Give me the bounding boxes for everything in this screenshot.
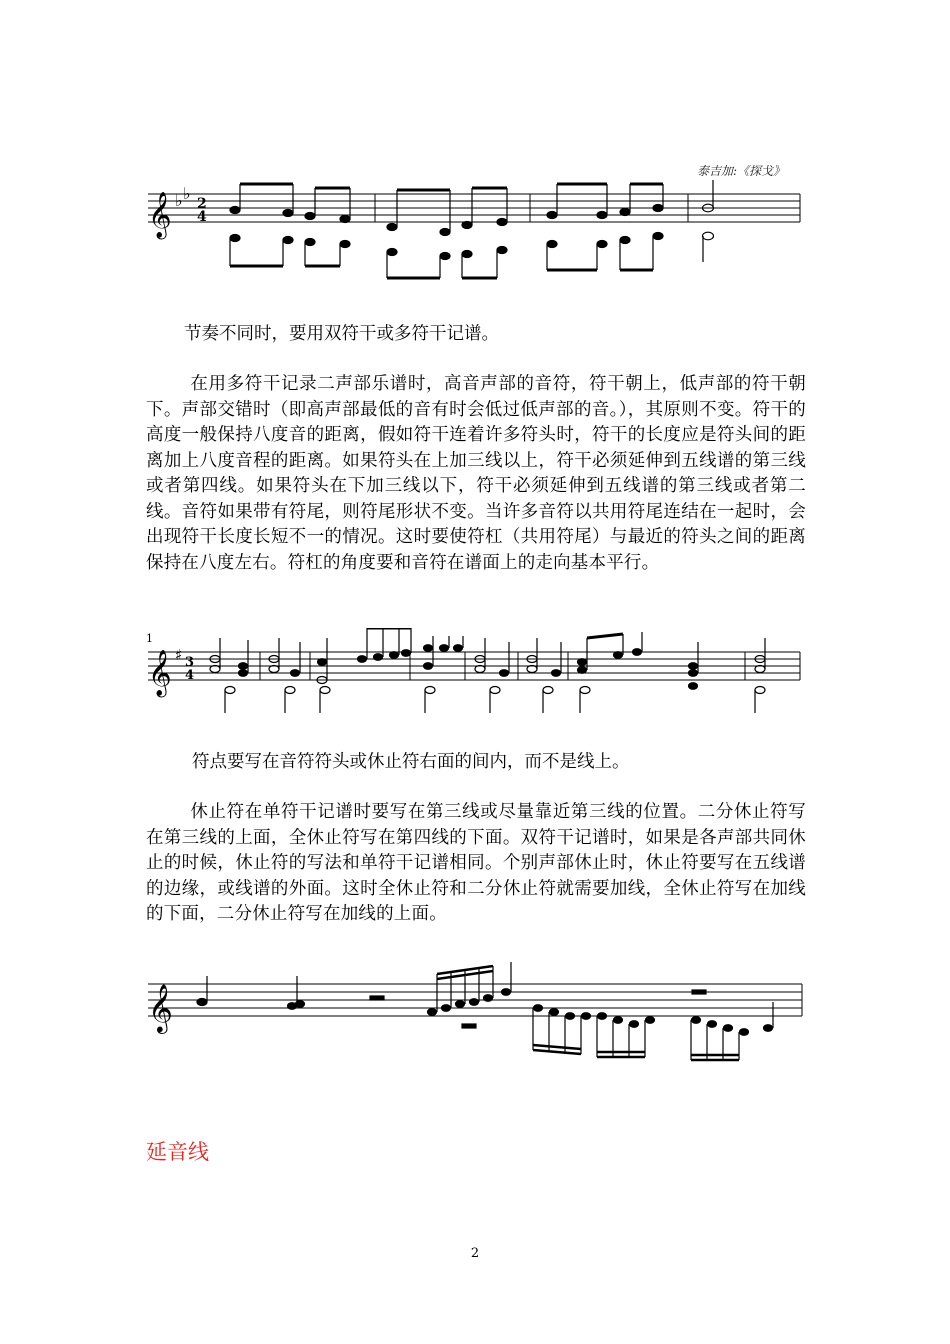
caption-2: 符点要写在音符符头或休止符右面的间内，而不是线上。	[192, 752, 630, 772]
caption-1: 节奏不同时，要用双符干或多符干记谱。	[184, 324, 499, 344]
music-score-2	[140, 628, 810, 718]
section-heading: 延音线	[146, 1140, 209, 1164]
music-score-1	[140, 170, 810, 290]
paragraph-2: 休止符在单符干记谱时要写在第三线或尽量靠近第三线的位置。二分休止符写在第三线的上面，全休止符写在第四线的下面。双符干记谱时，如果是各声部共同休止的时候，休止符的写法和单符干记谱相同。个别声部休止时，休止符要写在五线谱的边缘，或线谱的外面。这时全休止符和二分休止符就需要加线，全休止符写在加线的下面，二分休止符写在加线的上面。	[146, 802, 806, 924]
time-signature-bottom: 4	[185, 668, 195, 683]
page-number: 2	[470, 1246, 480, 1261]
time-signature-bottom: 4	[197, 209, 207, 225]
score-1-svg	[140, 170, 810, 290]
time-signature-top: 3	[185, 655, 195, 670]
flat-icon: ♭	[175, 191, 183, 210]
treble-clef-icon: 𝄞	[148, 650, 172, 696]
treble-clef-icon: 𝄞	[148, 983, 173, 1032]
composer-credit: 泰吉加:《探戈》	[697, 164, 786, 178]
measure-number: 1	[146, 632, 153, 645]
score-2-svg	[140, 628, 810, 718]
score-3-svg	[140, 962, 810, 1072]
sharp-icon: ♯	[175, 646, 183, 664]
treble-clef-icon: 𝄞	[148, 192, 172, 238]
flat-icon: ♭	[183, 184, 191, 203]
time-signature-top: 2	[197, 196, 207, 212]
paragraph-1: 在用多符干记录二声部乐谱时，高音声部的音符，符干朝上，低声部的符干朝下。声部交错时（即高声部最低的音有时会低过低声部的音。），其原则不变。符干的高度一般保持八度音的距离，假如符干连着许多符头时，符干的长度应是符头间的距离加上八度音程的距离。如果符头在上加三线以上，符干必须延伸到五线谱的第三线或者第四线。如果符头在下加三线以下，符干必须延伸到五线谱的第三线或者第二线。音符如果带有符尾，则符尾形状不变。当许多音符以共用符尾连结在一起时，会出现符干长度长短不一的情况。这时要使符杠（共用符尾）与最近的符头之间的距离保持在八度左右。符杠的角度要和音符在谱面上的走向基本平行。	[146, 374, 806, 573]
music-score-3	[140, 962, 810, 1072]
